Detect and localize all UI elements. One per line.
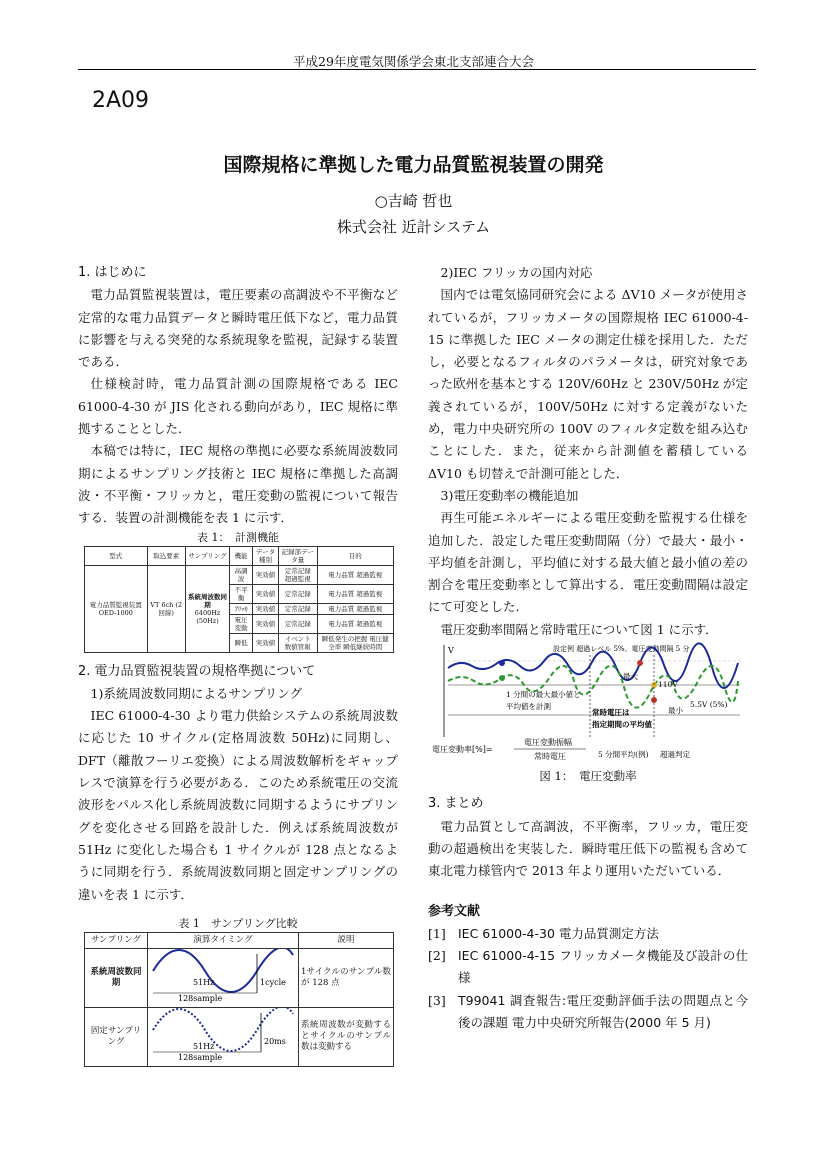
max-label: 最大 bbox=[623, 672, 638, 682]
t1-purpose: 電力品質 超過監視 bbox=[317, 614, 393, 633]
note-1a: 1 分間の最大最小値と bbox=[506, 690, 581, 700]
table1-caption: 表 1： 計測機能 bbox=[197, 530, 279, 544]
note-2b: 指定期間の平均値 bbox=[592, 720, 652, 730]
right-column bbox=[428, 262, 748, 1034]
t2-fixed-name: 固定サンプリング bbox=[85, 1007, 148, 1066]
header-rule bbox=[78, 69, 756, 70]
t1-purpose: 電力品質 超過監視 bbox=[317, 584, 393, 603]
s2-paragraph-1: IEC 61000-4-30 より電力供給システムの系統周波数に応じた 10 サイクル(定格周波数 50Hz)に同期し、DFT（離散フーリエ変換）による周波数解析をギャップレスで演算を行う必要がある．このため系統電圧の交流波形をパルス化し系統周波数に同期するようにサプリングを変化させる回路を設計した．例えば系統周波数が 51Hz に変化した場合も 1 サイクルが 128 点となるように同期を行う．系統周波数同期と固定サンプリングの違いを表 1 に示す． bbox=[78, 708, 398, 902]
reference-text: IEC 61000-4-30 電力品質測定方法 bbox=[458, 925, 659, 941]
t1-dtype: 実効値 bbox=[252, 603, 278, 614]
fixed-window-label: 20ms bbox=[264, 1036, 286, 1046]
flicker-paragraph: 国内では電気協同研究会による ΔV10 メータが使用されているが，フリッカメータの国際規格 IEC 61000-4-15 に準拠した IEC メータの測定仕様を採用した．ただし，必要となるフィルタのパラメータは，研究対象であった欧州を基本とする 120V/60Hz と 230V/50Hz が定義されているが，100V/50Hz に対する定義がないため，電力中央研究所の 100V のフィルタ定数を組み込むことにした．また，従来から計測値を蓄積している ΔV10 も切替えで計測可能とした． bbox=[428, 287, 748, 481]
t1-dtype: 実効値 bbox=[252, 633, 278, 652]
voltage-fluctuation-figure bbox=[428, 641, 746, 765]
t1-sampling-rate: 6400Hz (50Hz) bbox=[194, 608, 221, 625]
t2-sync-wave-cell bbox=[148, 948, 299, 1007]
t1-header: サンプリング bbox=[185, 546, 230, 565]
fixed-samples-label: 128sample bbox=[178, 1052, 223, 1062]
left-column bbox=[78, 262, 398, 1067]
section-3-heading: 3. まとめ bbox=[428, 796, 484, 812]
figure-caption: 図 1： 電圧変動率 bbox=[539, 769, 637, 784]
t1-func: 高調波 bbox=[230, 565, 253, 584]
affiliation: 株式会社 近計システム bbox=[336, 218, 491, 236]
t2-sync-desc: 1サイクルのサンプル数が 128 点 bbox=[299, 948, 394, 1007]
paper-title: 国際規格に準拠した電力品質監視装置の開発 bbox=[223, 154, 604, 176]
references-heading: 参考文献 bbox=[428, 903, 481, 919]
summary-paragraph: 電力品質として高調波，不平衡率，フリッカ，電圧変動の超過検出を実装した．瞬時電圧低下の監視も含めて東北電力様管内で 2013 年より運用いただいている． bbox=[428, 818, 748, 879]
reference-text: IEC 61000-4-15 フリッカメータ機能及び設計の仕様 bbox=[458, 948, 748, 986]
note-2a: 常時電圧は bbox=[592, 708, 630, 718]
reference-text: T99041 調査報告:電圧変動評価手法の問題点と今後の課題 電力中央研究所報告(2000 年 5 月) bbox=[458, 992, 748, 1031]
t1-purpose: 電力品質 超過監視 bbox=[317, 603, 393, 614]
table2-caption: 表 1 サンプリング比較 bbox=[178, 916, 298, 930]
s1-paragraph-3: 本稿では特に，IEC 規格の準拠に必要な系統周波数同期によるサンプリング技術と IEC 規格に準拠した高調波・不平衡・フリッカと，電圧変動の監視について報告する．装置の計測機能を表 1 に示す． bbox=[78, 443, 398, 526]
s1-paragraph-2: 仕様検討時，電力品質計測の国際規格である IEC 61000-4-30 が JIS 化される動向があり，IEC 規格に準拠することとした． bbox=[78, 376, 398, 437]
t1-header: 型式 bbox=[85, 546, 148, 565]
reference-list bbox=[428, 923, 748, 1034]
author: ○吉崎 哲也 bbox=[374, 192, 453, 210]
reference-item bbox=[428, 923, 748, 945]
reference-item bbox=[428, 990, 748, 1035]
t1-purpose: 瞬低発生の把握 電圧健全率 瞬低継続時間 bbox=[317, 633, 393, 652]
min-label: 最小 bbox=[668, 706, 683, 716]
s2-subheading-1: 1)系統周波数同期によるサンプリング bbox=[90, 685, 302, 701]
t1-purpose: 電力品質 超過監視 bbox=[317, 565, 393, 584]
t1-header: 取込要素 bbox=[147, 546, 185, 565]
formula-denominator: 常時電圧 bbox=[534, 752, 566, 762]
sync-sampling-waveform bbox=[148, 949, 298, 1003]
t1-rec: 定常記録 bbox=[279, 614, 317, 633]
exceed-label: 超過判定 bbox=[660, 750, 690, 760]
t2-fixed-desc: 系統周波数が変動するとサイクルのサンプル数は変動する bbox=[299, 1007, 394, 1066]
t2-header: 説明 bbox=[299, 932, 394, 948]
t1-rec: イベント 数値管報 bbox=[279, 633, 317, 652]
subheading-3: 3)電圧変動率の機能追加 bbox=[440, 487, 579, 503]
note-1b: 平均値を計測 bbox=[506, 702, 551, 712]
voltage-fluctuation-paragraph: 再生可能エネルギーによる電圧変動を監視する仕様を追加した．設定した電圧変動間隔（分）で最大・最小・平均値を計測し，平均値に対する最大値と最小値の差の割合を電圧変動率として算出する．電圧変動間隔は設定にて可変とした． bbox=[428, 510, 748, 615]
t1-func: 電圧変動 bbox=[230, 614, 253, 633]
t1-sampling-name: 系統周波数同期 bbox=[188, 592, 228, 609]
t1-func: 瞬低 bbox=[230, 633, 253, 652]
formula-left: 電圧変動率[%]= bbox=[432, 745, 493, 755]
formula-numerator: 電圧変動振幅 bbox=[524, 738, 572, 748]
s1-paragraph-1: 電力品質監視装置は，電圧要素の高調波や不平衡など定常的な電力品質データと瞬時電圧低下など，電力品質に影響を与える突発的な系統現象を監視，記録する装置である． bbox=[78, 287, 398, 370]
reference-number: [1] bbox=[428, 925, 446, 941]
t1-header: 記録部データ量 bbox=[279, 546, 317, 565]
section-2-heading: 2. 電力品質監視装置の規格準拠について bbox=[78, 663, 316, 679]
avg-point-marker bbox=[499, 675, 505, 681]
reference-item bbox=[428, 945, 748, 990]
t1-rec: 定常記録 bbox=[279, 603, 317, 614]
t1-model: 電力品質監視装置 OED-1000 bbox=[85, 565, 148, 652]
t1-dtype: 実効値 bbox=[252, 614, 278, 633]
t1-elements: VT 6ch (2 回線) bbox=[147, 565, 185, 652]
paper-code: 2A09 bbox=[92, 88, 150, 113]
sync-samples-label: 128sample bbox=[178, 993, 223, 1003]
figure-intro: 電圧変動率間隔と常時電圧について図 1 に示す． bbox=[440, 621, 718, 637]
section-1-heading: 1. はじめに bbox=[78, 265, 147, 280]
table-measurement-functions bbox=[84, 546, 394, 653]
t1-dtype: 実効値 bbox=[252, 584, 278, 603]
conference-header: 平成29年度電気関係学会東北支部連合大会 bbox=[293, 54, 534, 69]
t2-sync-name: 系統周波数同期 bbox=[85, 948, 148, 1007]
fixed-sampling-waveform bbox=[148, 1008, 298, 1062]
t2-fixed-wave-cell bbox=[148, 1007, 299, 1066]
v110-label: 110V bbox=[658, 680, 678, 690]
reference-number: [3] bbox=[428, 992, 446, 1008]
t1-func: 不平衡 bbox=[230, 584, 253, 603]
t1-rec: 定常記録 超過監視 bbox=[279, 565, 317, 584]
percent-label: 5.5V (5%) bbox=[690, 700, 728, 710]
reference-number: [2] bbox=[428, 948, 446, 964]
table-sampling-comparison bbox=[84, 932, 394, 1067]
avg-label: 5 分間平均(例) bbox=[598, 750, 649, 760]
t1-header: 機能 bbox=[230, 546, 253, 565]
v-axis-label: V bbox=[448, 646, 454, 656]
fixed-freq-label: 51Hz bbox=[193, 1041, 215, 1051]
t1-header: データ種別 bbox=[252, 546, 278, 565]
sync-cycle-label: 1cycle bbox=[260, 977, 286, 987]
t1-header: 目的 bbox=[317, 546, 393, 565]
subheading-2: 2)IEC フリッカの国内対応 bbox=[440, 265, 593, 280]
max-marker bbox=[637, 660, 643, 666]
t2-header: サンプリング bbox=[85, 932, 148, 948]
t1-func: ﾌﾘｯｶ bbox=[230, 603, 253, 614]
sync-freq-label: 51Hz bbox=[193, 977, 215, 987]
t1-dtype: 実効値 bbox=[252, 565, 278, 584]
t1-sampling bbox=[185, 565, 230, 652]
t2-header: 演算タイミング bbox=[148, 932, 299, 948]
settings-label: 設定例 超過レベル 5%、電圧変動間隔 5 分 bbox=[553, 645, 690, 654]
max-point-marker bbox=[499, 660, 505, 666]
t1-rec: 定常記録 bbox=[279, 584, 317, 603]
